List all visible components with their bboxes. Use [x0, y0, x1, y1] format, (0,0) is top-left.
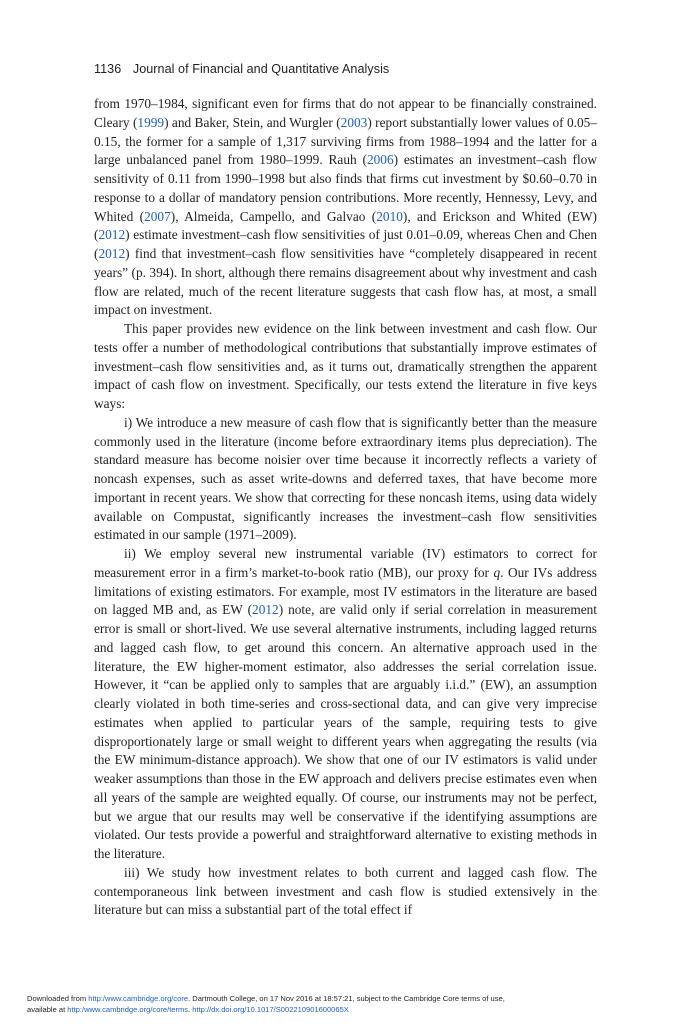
- terms-link[interactable]: http:/www.cambridge.org/core/terms: [67, 1005, 189, 1014]
- footer-line-2: available at http:/www.cambridge.org/core/terms. http://dx.doi.org/10.1017/S002210901600065X: [27, 1005, 349, 1014]
- paragraph: [94, 864, 597, 920]
- paragraph-text: ) report substantially lower values of 0.05–0.15, the former for a sample of 1,317 surviving firms from 1988–1994 and the latter for a large unbalanced panel from 1980–1999. Rauh (: [94, 114, 597, 168]
- paragraph-text: ) find that investment–cash flow sensitivities have “completely disappeared in recent years” (p. 394). In short, although there remains disagreement about why investment and cash flow are related, much of the recent literature suggests that cash flow has, at most, a small impact on investment.: [94, 246, 597, 318]
- footer-line-1: Downloaded from http:/www.cambridge.org/core. Dartmouth College, on 17 Nov 2016 at 18:57:21, subject to the Cambridge Core terms of use,: [27, 994, 505, 1003]
- paragraph: [94, 320, 597, 414]
- journal-title: Journal of Financial and Quantitative Analysis: [132, 62, 390, 76]
- citation-link[interactable]: 2007: [144, 208, 171, 224]
- paragraph-text: ii) We employ several new instrumental variable (IV) estimators to correct for measurement error in a firm’s market-to-book ratio (MB), our proxy for: [94, 546, 597, 580]
- paragraph-text: from 1970–1984, significant even for firms that do not appear to be financially constrained. Cleary (: [94, 96, 597, 130]
- paragraph: [94, 95, 597, 320]
- math-variable: q: [493, 564, 501, 580]
- citation-link[interactable]: 2012: [252, 602, 279, 618]
- paragraph-text: ) estimate investment–cash flow sensitivities of just 0.01–0.09, whereas Chen and Chen (: [94, 227, 597, 261]
- citation-link[interactable]: 2012: [98, 246, 126, 261]
- citation-link[interactable]: 2012: [98, 227, 126, 243]
- paragraph-text: ) and Baker, Stein, and Wurgler (: [164, 114, 341, 130]
- paragraph-text: iii) We study how investment relates to both current and lagged cash flow. The contemporaneous link between investment and cash flow is studied extensively in the literature but can miss a substantial part of the total effect if: [94, 864, 597, 918]
- running-header: [94, 62, 389, 76]
- citation-link[interactable]: 2010: [376, 208, 403, 224]
- paragraph-text: ), Almeida, Campello, and Galvao (: [170, 208, 377, 224]
- citation-link[interactable]: 1999: [137, 114, 165, 130]
- citation-link[interactable]: 2006: [366, 152, 394, 168]
- paragraph-text: ) estimates an investment–cash flow sensitivity of 0.11 from 1990–1998 but also finds that firms cut investment by $0.60–0.70 in response to a dollar of mandatory pension contributions. More recently, Hennessy, Levy, and Whited (: [94, 152, 597, 224]
- paragraph-text: This paper provides new evidence on the link between investment and cash flow. Our tests offer a number of methodological contributions that substantially improve estimates of investment–cash flow sensitivities and, as it turns out, dramatically strengthen the apparent impact of cash flow on investment. Specifically, our tests extend the literature in five keys ways:: [94, 321, 597, 411]
- article-body: [94, 95, 597, 920]
- paragraph: [94, 545, 597, 864]
- paragraph-text: i) We introduce a new measure of cash flow that is significantly better than the measure commonly used in the literature (income before extraordinary items plus depreciation). The standard measure has become noisier over time because it incorrectly reflects a variety of noncash expenses, such as asset write-downs and deferred taxes, that have become more important in recent years. We show that correcting for these noncash items, using data widely available on Compustat, significantly increases the investment–cash flow sensitivities estimated in our sample (1971–2009).: [94, 414, 597, 543]
- page-number: 1136: [94, 62, 122, 76]
- cambridge-core-link[interactable]: http:/www.cambridge.org/core: [88, 994, 189, 1003]
- paragraph-text: ) note, are valid only if serial correlation in measurement error is small or short-lived. We use several alternative instruments, including lagged returns and lagged cash flow, to get around this concern. An alternative approach used in the literature, the EW higher-moment estimator, also addresses the serial correlation issue. However, it “can be applied only to samples that are arguably i.i.d.” (EW), an assumption clearly violated in both time-series and cross-sectional data, and can give very imprecise estimates when applied to particular years of the sample, requiring tests to give disproportionately large or small weight to different years when aggregating the results (via the EW minimum-distance approach). We show that one of our IV estimators is valid under weaker assumptions than those in the EW approach and delivers precise estimates even when all years of the sample are weighted equally. Of course, our instruments may not be perfect, but we argue that our results may well be conservative if the identifying assumptions are violated. Our tests provide a powerful and straightforward alternative to existing methods in the literature.: [94, 602, 598, 861]
- download-footer: [27, 993, 667, 1015]
- doi-link[interactable]: http://dx.doi.org/10.1017/S002210901600065X: [192, 1005, 349, 1014]
- paragraph-text: ), and Erickson and Whited (EW) (: [94, 208, 597, 243]
- citation-link[interactable]: 2003: [340, 114, 368, 130]
- paragraph: [94, 414, 597, 545]
- paragraph-text: . Our IVs address limitations of existing estimators. For example, most IV estimators in the literature are based on lagged MB and, as EW (: [94, 564, 597, 618]
